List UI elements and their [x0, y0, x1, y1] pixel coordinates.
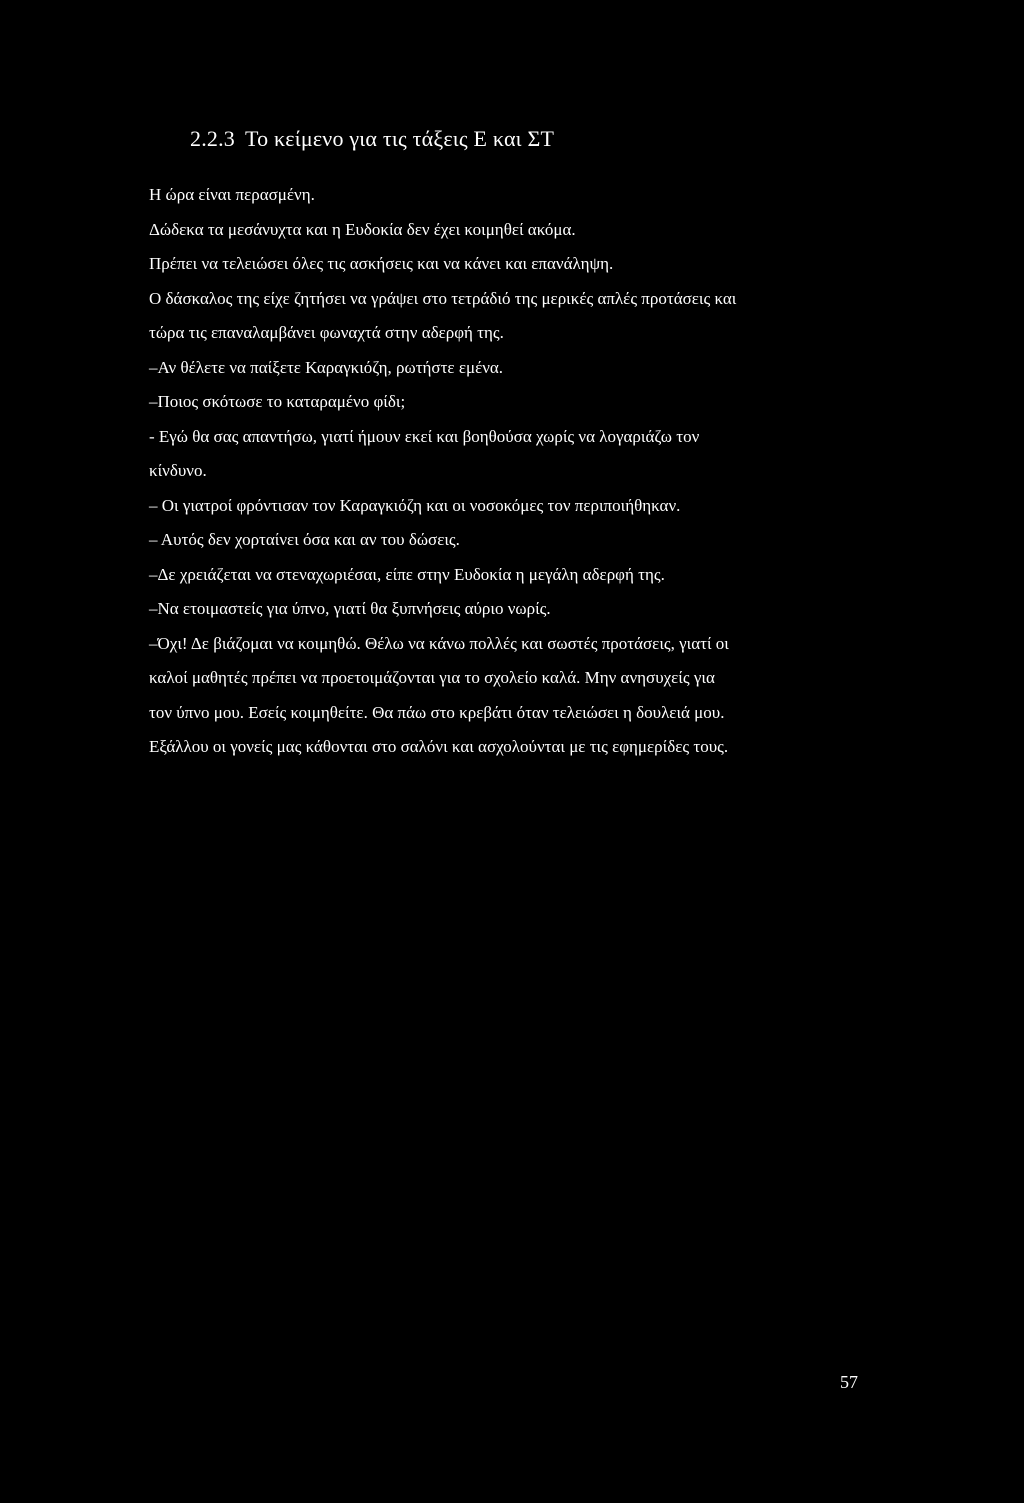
text-line: τον ύπνο μου. Εσείς κοιμηθείτε. Θα πάω στο κρεβάτι όταν τελειώσει η δουλειά μου. — [149, 702, 725, 722]
page-number: 57 — [840, 1372, 858, 1392]
text-line: Η ώρα είναι περασμένη. — [149, 185, 315, 204]
text-line: –Ποιος σκότωσε το καταραμένο φίδι; — [149, 392, 406, 411]
text-line: –Να ετοιμαστείς για ύπνο, γιατί θα ξυπνήσεις αύριο νωρίς. — [149, 599, 551, 618]
section-title: Το κείμενο για τις τάξεις Ε και ΣΤ — [245, 126, 555, 151]
section-heading — [190, 126, 554, 152]
text-line: Πρέπει να τελειώσει όλες τις ασκήσεις και να κάνει και επανάληψη. — [149, 254, 614, 273]
text-line: – Αυτός δεν χορταίνει όσα και αν του δώσεις. — [149, 530, 460, 549]
text-line: –Αν θέλετε να παίξετε Καραγκιόζη, ρωτήστε εμένα. — [149, 357, 504, 377]
text-line: καλοί μαθητές πρέπει να προετοιμάζονται για το σχολείο καλά. Μην ανησυχείς για — [149, 668, 715, 687]
text-line: Ο δάσκαλος της είχε ζητήσει να γράψει στο τετράδιό της μερικές απλές προτάσεις και — [149, 288, 737, 308]
text-line: Εξάλλου οι γονείς μας κάθονται στο σαλόνι και ασχολούνται με τις εφημερίδες τους. — [149, 737, 729, 756]
section-number: 2.2.3 — [190, 126, 235, 151]
text-line: –Δε χρειάζεται να στεναχωριέσαι, είπε στην Ευδοκία η μεγάλη αδερφή της. — [149, 564, 665, 584]
body-text — [149, 178, 869, 765]
text-line: – Οι γιατροί φρόντισαν τον Καραγκιόζη και οι νοσοκόμες τον περιποιήθηκαν. — [149, 495, 681, 515]
text-line: Δώδεκα τα μεσάνυχτα και η Ευδοκία δεν έχει κοιμηθεί ακόμα. — [149, 219, 576, 239]
text-line: - Εγώ θα σας απαντήσω, γιατί ήμουν εκεί και βοηθούσα χωρίς να λογαριάζω τον — [149, 426, 700, 446]
text-line: τώρα τις επαναλαμβάνει φωναχτά στην αδερφή της. — [149, 323, 504, 342]
text-line: –Όχι! Δε βιάζομαι να κοιμηθώ. Θέλω να κάνω πολλές και σωστές προτάσεις, γιατί οι — [149, 633, 729, 653]
text-line: κίνδυνο. — [149, 461, 207, 480]
